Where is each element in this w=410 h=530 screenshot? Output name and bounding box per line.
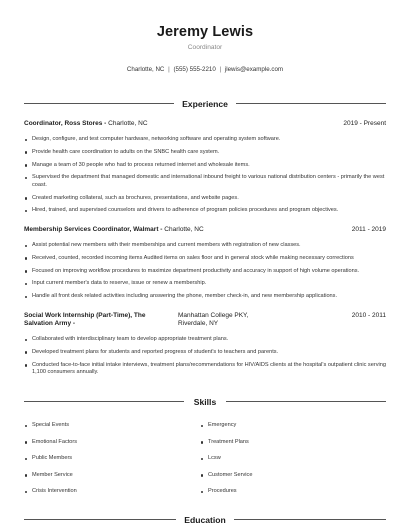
job-dates: 2010 - 2011 [351, 312, 386, 319]
list-item: Handle all front desk related activities including answering the phone, member check-in, and new membership applications. [24, 293, 386, 300]
divider-line [226, 401, 386, 402]
list-item: Crisis Intervention [24, 488, 194, 505]
job-location-line: Riverdale, NY [178, 320, 219, 327]
list-item: Input current member's data to reserve, issue or renew a membership. [24, 280, 386, 287]
job-bullets [24, 242, 386, 301]
job-title [24, 312, 164, 328]
list-item: Manage a team of 30 people who had to process returned internet and wholesale items. [24, 162, 386, 169]
list-item: Procedures [200, 488, 370, 505]
job-position: Coordinator, Ross Stores - [24, 120, 107, 127]
education-heading [24, 514, 386, 526]
list-item: Treatment Plans [200, 439, 370, 456]
contact-line [0, 66, 410, 73]
job-dates: 2019 - Present [343, 120, 386, 127]
list-item: Member Service [24, 472, 194, 489]
list-item: Received, counted, recorded incoming items Audited items on sales floor and in general stock while making necessary corrections [24, 255, 386, 262]
list-item: Focused on improving workflow procedures to maximize department productivity and accuracy in support of high volume operations. [24, 268, 386, 275]
list-item: Created marketing collateral, such as brochures, presentations, and website pages. [24, 195, 386, 202]
job-location-line: Manhattan College PKY, [178, 312, 249, 319]
list-item: Provide health care coordination to adults on the SNBC health care system. [24, 149, 386, 156]
list-item: Developed treatment plans for students and reported progress of student's to teachers and parents. [24, 349, 386, 356]
contact-email: jlewis@example.com [224, 66, 284, 73]
job-title [24, 120, 324, 128]
list-item: Conducted face-to-face initial intake interviews, treatment plans/recommendations for HIV/AIDS clients at the hospital's outpatient clinic serving 1,100 consumers annually. [24, 362, 386, 377]
job-location: Charlotte, NC [164, 226, 204, 233]
list-item: Public Members [24, 455, 194, 472]
job-bullets [24, 336, 386, 376]
list-item: Assist potential new members with their memberships and current members with registration of new classes. [24, 242, 386, 249]
job-position: Salvation Army - [24, 320, 76, 327]
skills-title: Skills [193, 397, 217, 407]
experience-heading [24, 98, 386, 110]
job-location [178, 312, 288, 328]
list-item: Supervised the department that managed domestic and international inbound freight to various national distribution centers - primarily the west coast. [24, 174, 386, 189]
job-position: Social Work Internship (Part-Time), The [24, 312, 146, 319]
job-location: Charlotte, NC [108, 120, 148, 127]
contact-separator: | [168, 66, 170, 73]
skills-list-right [200, 422, 370, 505]
job-position: Membership Services Coordinator, Walmart - [24, 226, 163, 233]
job-title [24, 226, 324, 234]
candidate-name: Jeremy Lewis [156, 24, 254, 40]
list-item: Emergency [200, 422, 370, 439]
list-item: Emotional Factors [24, 439, 194, 456]
list-item: Lcsw [200, 455, 370, 472]
job-dates: 2011 - 2019 [351, 226, 386, 233]
divider-line [234, 519, 386, 520]
contact-location: Charlotte, NC [126, 66, 165, 73]
candidate-role: Coordinator [187, 44, 223, 51]
skills-heading [24, 396, 386, 408]
contact-phone: (555) 555-2210 [173, 66, 216, 73]
education-title: Education [184, 515, 226, 525]
list-item: Design, configure, and test computer hardware, networking software and operating system software. [24, 136, 386, 143]
list-item: Collaborated with interdisciplinary team to develop appropriate treatment plans. [24, 336, 386, 343]
list-item: Hired, trained, and supervised counselors and drivers to adherence of program policies procedures and program objectives. [24, 207, 386, 214]
list-item: Special Events [24, 422, 194, 439]
job-bullets [24, 136, 386, 215]
list-item: Customer Service [200, 472, 370, 489]
experience-title: Experience [182, 99, 228, 109]
contact-separator: | [219, 66, 222, 73]
divider-line [236, 103, 386, 104]
skills-list-left [24, 422, 194, 505]
